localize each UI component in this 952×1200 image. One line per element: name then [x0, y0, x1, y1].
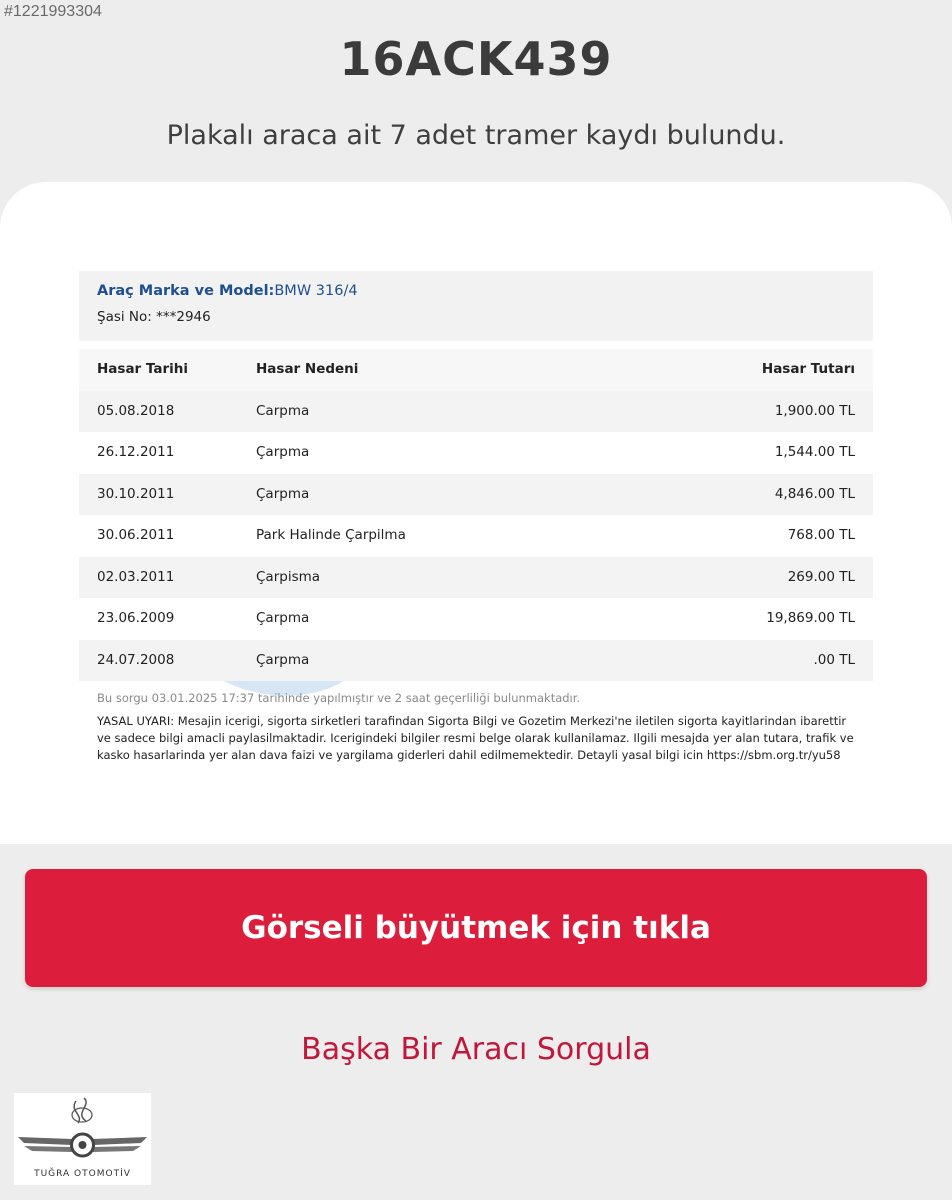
header-reason: Hasar Nedeni [256, 361, 359, 377]
vehicle-chassis [97, 309, 855, 325]
query-another-vehicle-link[interactable]: Başka Bir Aracı Sorgula [301, 1032, 651, 1067]
tugra-wings-logo-icon [14, 1093, 151, 1173]
tugra-otomotiv-logo [14, 1093, 151, 1185]
row-reason: Çarpma [256, 485, 310, 502]
table-header [79, 349, 873, 391]
vehicle-brand-model [97, 283, 855, 309]
row-date: 23.06.2009 [97, 610, 175, 626]
row-amount: 1,544.00 TL [774, 444, 855, 460]
legal-warning: YASAL UYARI: Mesajin icerigi, sigorta sirketleri tarafindan Sigorta Bilgi ve Gozetim Merkezi'ne iletilen sigorta kayitlarindan ibarettir ve sadece bilgi amacli paylasilmaktadir. Icerigindeki bilgiler resmi belge olarak kullanilamaz. Ilgili mesajda yer alan tutara, trafik ve kasko hasarlarinda yer alan dava faizi ve yargilama giderleri dahil edilmemektedir. Detayli yasal bilgi icin https://sbm.org.tr/yu58 [97, 714, 854, 762]
damage-table [79, 349, 873, 681]
table-row [79, 391, 873, 433]
table-row [79, 474, 873, 516]
row-date: 30.06.2011 [97, 527, 175, 543]
enlarge-image-button[interactable]: Görseli büyütmek için tıkla [25, 869, 927, 987]
table-row [79, 432, 873, 474]
row-date: 05.08.2018 [97, 402, 175, 419]
row-reason: Çarpma [256, 610, 310, 626]
row-reason: Çarpma [256, 651, 310, 668]
brand-model-value: BMW 316/4 [274, 283, 358, 299]
plate-number: 16ACK439 [339, 32, 613, 86]
row-amount: 19,869.00 TL [766, 610, 855, 626]
table-row [79, 598, 873, 640]
listing-id: #1221993304 [4, 3, 102, 20]
row-reason: Çarpma [256, 444, 310, 460]
row-date: 30.10.2011 [97, 485, 175, 502]
chassis-value: ***2946 [156, 309, 211, 325]
row-reason: Carpma [256, 402, 310, 419]
row-amount: 768.00 TL [787, 527, 855, 543]
row-date: 02.03.2011 [97, 568, 175, 585]
result-summary: Plakalı araca ait 7 adet tramer kaydı bulundu. [166, 120, 786, 151]
table-row [79, 515, 873, 557]
row-reason: Çarpisma [256, 568, 321, 585]
vehicle-info [79, 271, 873, 341]
query-note: Bu sorgu 03.01.2025 17:37 tarihinde yapılmıştır ve 2 saat geçerliliği bulunmaktadır. [97, 691, 581, 705]
table-row [79, 640, 873, 682]
logo-text: TUĞRA OTOMOTİV [34, 1169, 131, 1179]
table-row [79, 557, 873, 599]
row-date: 26.12.2011 [97, 444, 175, 460]
header-date: Hasar Tarihi [97, 361, 189, 377]
row-amount: 1,900.00 TL [774, 402, 855, 419]
row-amount: 269.00 TL [787, 568, 855, 585]
header-amount: Hasar Tutarı [761, 361, 855, 377]
row-date: 24.07.2008 [97, 651, 175, 668]
tramer-report-image [79, 271, 873, 764]
row-amount: 4,846.00 TL [774, 485, 855, 502]
row-reason: Park Halinde Çarpilma [256, 527, 406, 543]
chassis-label: Şasi No: [97, 309, 152, 325]
row-amount: .00 TL [813, 651, 855, 668]
brand-model-label: Araç Marka ve Model: [97, 283, 275, 299]
